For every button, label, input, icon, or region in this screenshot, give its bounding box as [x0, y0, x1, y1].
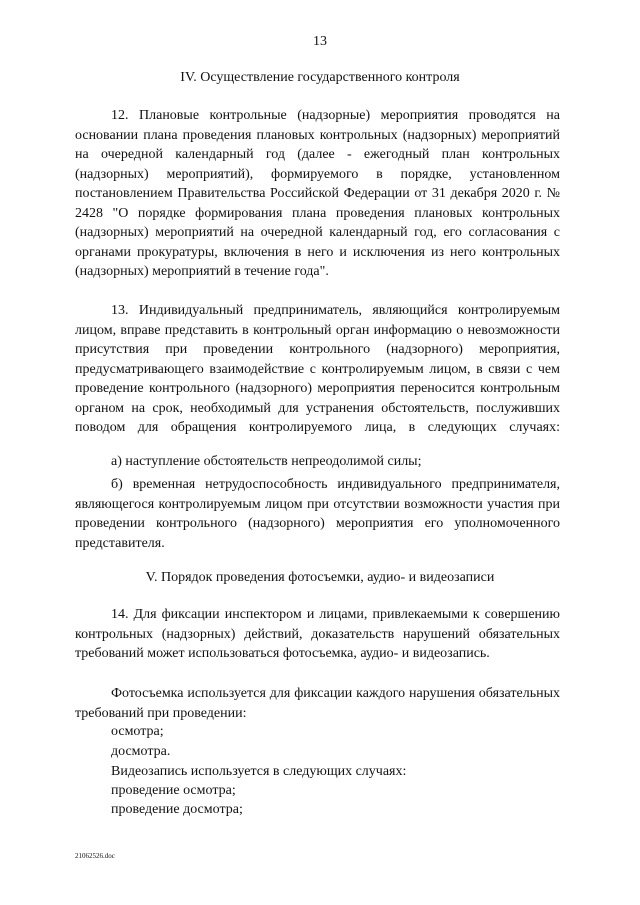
document-filename: 21062526.doc: [75, 852, 115, 860]
section-iv-heading: IV. Осуществление государственного контроля: [180, 70, 460, 85]
video-list-item-search: проведение досмотра;: [111, 802, 243, 817]
video-list-item-inspection: проведение осмотра;: [111, 783, 236, 798]
page-number: 13: [313, 34, 327, 49]
paragraph-14: 14. Для фиксации инспектором и лицами, привлекаемыми к совершению контрольных (надзорных) действий, доказательств нарушений обязательных требований может использоваться фотосъемка, аудио- и видеозапись.: [75, 607, 560, 661]
photo-intro-paragraph: Фотосъемка используется для фиксации каждого нарушения обязательных требований при проведении:: [75, 686, 560, 721]
paragraph-13: 13. Индивидуальный предприниматель, являющийся контролируемым лицом, вправе представить в контрольный орган информацию о невозможности присутствия при проведении контрольного (надзорного) мероприятия, предусматривающего взаимодействие с контролируемым лицом, в связи с чем проведение контрольного (надзорного) мероприятия переносится контрольным органом на срок, необходимый для устранения обстоятельств, послуживших поводом для обращения контролируемого лица, в следующих случаях:: [75, 303, 560, 435]
photo-list-item-inspection: осмотра;: [111, 724, 164, 739]
paragraph-12: 12. Плановые контрольные (надзорные) мероприятия проводятся на основании плана проведения плановых контрольных (надзорных) мероприятий на очередной календарный год (далее - ежегодный план контрольных (надзорных) мероприятий), формируемого в порядке, установленном постановлением Правительства Российской Федерации от 31 декабря 2020 г. № 2428 "О порядке формирования плана проведения плановых контрольных (надзорных) мероприятий на очередной календарный год, его согласования с органами прокуратуры, включения в него и исключения из него контрольных (надзорных) мероприятий в течение года".: [75, 108, 560, 279]
list-item-b: б) временная нетрудоспособность индивидуального предпринимателя, являющегося контролируемым лицом при отсутствии возможности участия при проведении контрольного (надзорного) мероприятия его уполномоченного представителя.: [75, 477, 560, 551]
section-v-heading: V. Порядок проведения фотосъемки, аудио- и видеозаписи: [145, 570, 495, 585]
list-item-a: а) наступление обстоятельств непреодолимой силы;: [111, 454, 422, 469]
photo-list-item-search: досмотра.: [111, 744, 171, 759]
video-intro-line: Видеозапись используется в следующих случаях:: [111, 764, 407, 779]
